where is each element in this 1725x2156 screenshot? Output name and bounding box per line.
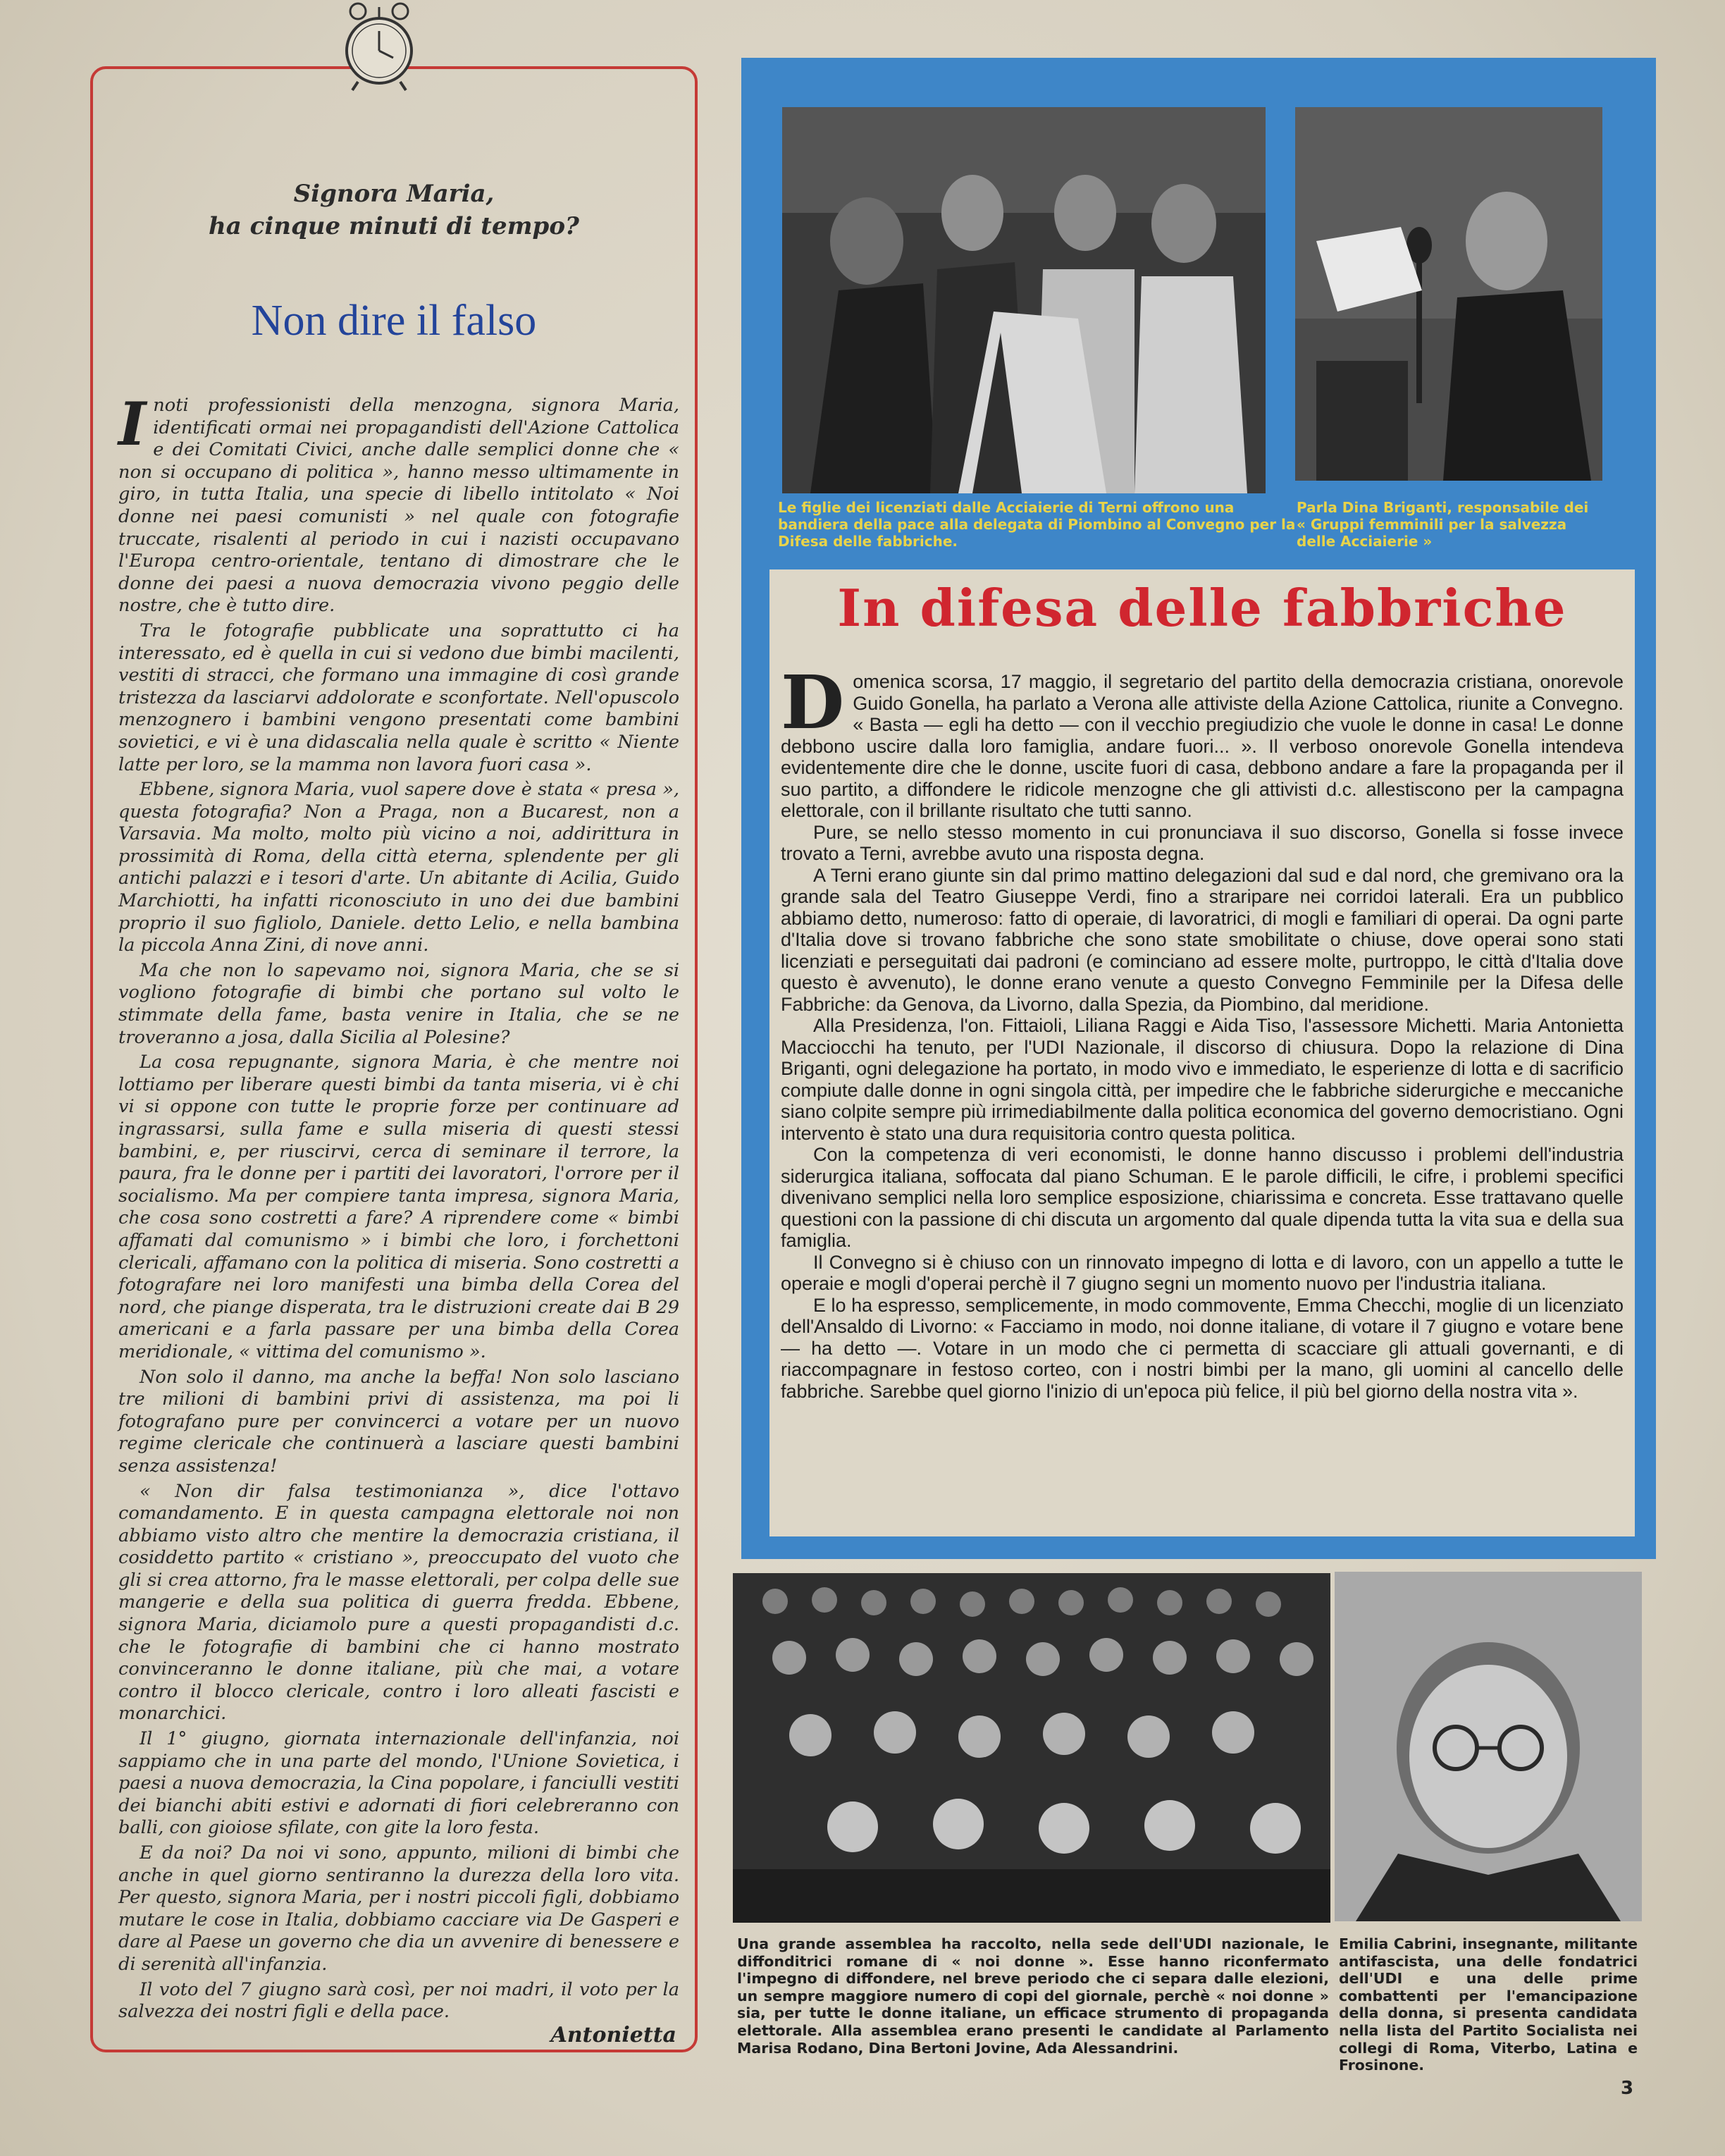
left-paragraph-text: noti professionisti della menzogna, signora Maria, identificati ormai nei propagandisti dell'Azione Cattolica e dei Comitati Civici, anche dalle semplici donne che « non si occupano di politica », hanno messo ultimamente in giro, in tutta Italia, una specie di libello intitolato « Noi donne nei paesi comunisti » nel quale con fotografie truccate, risalenti al periodo in cui i nazisti occupavano l'Europa centro-orientale, tentano di dimostrare che le donne dei paesi a nuova democrazia vivono peggio delle nostre, che è tutto dire. bbox=[118, 395, 679, 617]
left-paragraph: Tra le fotografie pubblicate una soprattutto ci ha interessato, ed è quella in cui si vedono due bimbi macilenti, vestiti di stracci, che formano una immagine di così grande tristezza da lasciarvi addolorate e sconfortate. Nell'opuscolo menzognero i bambini vengono presentati come bambini sovietici, e vi è una didascalia nella quale è scritto « Niente latte per loro, se la mamma non lavora fuori casa ». bbox=[118, 620, 679, 775]
left-paragraph: Non solo il danno, ma anche la beffa! Non solo lasciano tre milioni di bambini privi di assistenza, ma poi li fotografano pure per convincerci a votare per un nuovo regime clericale che continuerà a lasciare questi bambini senza assistenza! bbox=[118, 1366, 679, 1477]
photo-dina-briganti bbox=[1295, 107, 1602, 481]
left-paragraph: Il 1° giugno, giornata internazionale dell'infanzia, noi sappiamo che in una parte del mondo, l'Unione Sovietica, i paesi a nuova democrazia, la Cina popolare, i fanciulli vestiti dei bianchi abiti estivi e adornati di fiori celebreranno con balli, con gioiose sfilate, con gite la loro festa. bbox=[118, 1728, 679, 1839]
right-paragraph: A Terni erano giunte sin dal primo mattino delegazioni dal sud e dal nord, che gremivano ora la grande sala del Teatro Giuseppe Verdi, fino a straripare nei corridoi laterali. Era un pubblico abbiamo detto, numeroso: fatto di operaie, di lavoratrici, di mogli e familiari di operai. Da ogni parte d'Italia dove si trovano fabbriche che sono state smobilitate o chiuse, dove operai sono stati licenziati e perseguitati dai padroni (e cominciano ad essere molte, purtroppo, le città d'Italia dove questo è avvenuto), le donne erano venute a questo Convegno Femminile per la Difesa delle Fabbriche: da Genova, da Livorno, dalla Spezia, da Piombino, dal meridione. bbox=[781, 864, 1624, 1015]
signature: Antonietta bbox=[550, 2023, 676, 2047]
portrait-caption: Emilia Cabrini, insegnante, militante antifascista, una delle fondatrici dell'UDI e una delle prime combattenti per l'emancipazione della donna, si presenta candidata nella lista del Partito Socialista nei collegi di Roma, Viterbo, Latina e Frosinone. bbox=[1339, 1935, 1638, 2074]
left-paragraph: Il voto del 7 giugno sarà così, per noi madri, il voto per la salvezza dei nostri figli e della pace. bbox=[118, 1978, 679, 2023]
left-paragraph: E da noi? Da noi vi sono, appunto, milioni di bimbi che anche in quel giorno sentiranno la durezza della loro vita. Per questo, signora Maria, per i nostri piccoli figli, dobbiamo mutare le cose in Italia, dobbiamo cacciare via De Gasperi e dare al Paese un governo che dia un avvenire di benessere e di serenità all'infanzia. bbox=[118, 1842, 679, 1975]
headline: In difesa delle fabbriche bbox=[837, 578, 1567, 638]
photo1-caption: Le figlie dei licenziati dalle Acciaierie di Terni offrono una bandiera della pace alla delegata di Piombino al Convegno per la Difesa delle fabbriche. bbox=[778, 499, 1296, 550]
right-paragraph bbox=[781, 659, 1624, 822]
left-dropcap: I bbox=[118, 389, 147, 459]
photo-assembly bbox=[733, 1573, 1330, 1923]
right-paragraph: Alla Presidenza, l'on. Fittaioli, Liliana Raggi e Aida Tiso, l'assessore Michetti. Maria Antonietta Macciocchi ha tenuto, per l'UDI Nazionale, il discorso di chiusura. Dopo la relazione di Dina Briganti, ogni delegazione ha portato, in modo vivo e immediato, le esperienze di lotta e di sacrificio compiute dalle donne in ogni singola città, per impedire che le fabbriche siderurgiche e meccaniche siano colpite sempre più irrimediabilmente dalla politica economica del governo democristiano. Ogni intervento è stato una dura requisitoria contro questa politica. bbox=[781, 1015, 1624, 1144]
left-paragraph: Ma che non lo sapevamo noi, signora Maria, che se si vogliono fotografie di bimbi che portano sul volto le stimmate della fame, basta venire in Italia, che se ne troveranno a josa, dalla Sicilia al Polesine? bbox=[118, 959, 679, 1048]
assembly-caption: Una grande assemblea ha raccolto, nella sede dell'UDI nazionale, le diffonditrici romane di « noi donne ». Esse hanno riconfermato l'impegno di diffondere, nel breve periodo che ci separa dalle elezioni, un sempre maggiore numero di copi del giornale, perchè « noi donne » sia, per tutte le donne italiane, un efficace strumento di propaganda elettorale. Alla assemblea erano presenti le candidate al Parlamento Marisa Rodano, Dina Bertoni Jovine, Ada Alessandrini. bbox=[737, 1935, 1329, 2057]
right-paragraph-text: omenica scorsa, 17 maggio, il segretario del partito della democrazia cristiana, onorevole Guido Gonella, ha parlato a Verona alle attiviste della Azione Cattolica, riunite a Convegno. « Basta — egli ha detto — con il vecchio pregiudizio che vuole le donne in casa! Le donne debbono uscire dalla loro famiglia, andare fuori... ». Il verboso onorevole Gonella intendeva evidentemente dire che le donne, uscite fuori di casa, debbono andare a fare la propaganda per il suo partito, a diffondere le ridicole menzogne che gli attivisti d.c. allestiscono per la campagna elettorale, con il brillante risultato che tutti sanno. bbox=[781, 671, 1624, 821]
right-paragraph: Il Convegno si è chiuso con un rinnovato impegno di lotta e di lavoro, con un appello a tutte le operaie e mogli d'operai perchè il 7 giugno segni un momento nuovo per l'industria italiana. bbox=[781, 1251, 1624, 1294]
right-paragraph: Pure, se nello stesso momento in cui pronunciava il suo discorso, Gonella si fosse invece trovato a Terni, avrebbe avuto una risposta degna. bbox=[781, 821, 1624, 864]
left-article-title: Non dire il falso bbox=[251, 297, 537, 345]
left-paragraph: Ebbene, signora Maria, vuol sapere dove è stata « presa », questa fotografia? Non a Praga, non a Bucarest, non a Varsavia. Ma molto, molto più vicino a noi, addirittura in prossimità di Roma, della città eterna, splendente per gli antichi palazzi e i tesori d'arte. Un abitante di Acilia, Guido Marchiotti, ha infatti riconosciuto in uno dei due bambini proprio il suo figliolo, Daniele. detto Lelio, e nella bambina la piccola Anna Zini, di nove anni. bbox=[118, 779, 679, 956]
page-number: 3 bbox=[1621, 2078, 1634, 2099]
photo-emilia-cabrini bbox=[1335, 1572, 1642, 1921]
kicker bbox=[106, 178, 682, 242]
right-paragraph: E lo ha espresso, semplicemente, in modo commovente, Emma Checchi, moglie di un licenziato dell'Ansaldo di Livorno: « Facciamo in modo, noi donne italiane, di votare il 7 giugno e votare bene — ha detto —. Votare in un modo che ci permetta di scacciare gli attuali governanti, e di riaccompagnare in festoso corteo, con i nostri bimbi per la mano, gli uomini al cancello delle fabbriche. Sarebbe quel giorno l'inizio di un'epoca più felice, il più bel giorno della nostra vita ». bbox=[781, 1294, 1624, 1402]
left-paragraph: « Non dir falsa testimonianza », dice l'ottavo comandamento. E in questa campagna elettorale noi non abbiamo visto altro che mentire la democrazia cristiana, il cosiddetto partito « cristiano », preoccupato del vuoto che gli si crea attorno, fra le masse elettorali, per colpa delle sue mangerie e della sua politica di guerra fredda. Ebbene, signora Maria, diciamolo pure a questi propagandisti d.c. che le fotografie di bambini che ci hanno mostrato convinceranno le donne italiane, più che mai, a votare contro il blocco clericale, contro i loro alleati fascisti e monarchici. bbox=[118, 1480, 679, 1725]
left-paragraph bbox=[118, 389, 679, 617]
left-article-body bbox=[118, 389, 679, 2026]
right-paragraph: Con la competenza di veri economisti, le donne hanno discusso i problemi dell'industria siderurgica italiana, soffocata dal piano Schuman. E le parole difficili, le cifre, i problemi specifici divenivano semplici nella loro semplice esposizione, chiarissima e concreta. Esse trattavano quelle questioni con la passione di chi discuta un argomento dal quale dipenda tutta la vita sua e della sua famiglia. bbox=[781, 1144, 1624, 1251]
photo2-caption: Parla Dina Briganti, responsabile dei « Gruppi femminili per la salvezza delle Acciaierie » bbox=[1297, 499, 1589, 550]
left-paragraph: La cosa repugnante, signora Maria, è che mentre noi lottiamo per liberare questi bimbi da tanta miseria, vi è chi vi si oppone con tutte le proprie forze per continuare ad ingrassarsi, sulla fame e sulla miseria di questi stessi bambini, e, per riuscirvi, cerca di seminare il terrore, la paura, fra le donne per i partiti dei lavoratori, l'orrore per il socialismo. Ma per compiere tanta impresa, signora Maria, che cosa sono costretti a fare? A riprendere come « bimbi affamati dal comunismo » i bimbi che loro, i forchettoni clericali, affamano con la politica di miseria. Sono costretti a fotografare nei loro manifesti una bimba della Corea del nord, che piange disperata, tra le distruzioni create dai B 29 americani e a farla passare per una bimba della Corea meridionale, « vittima del comunismo ». bbox=[118, 1052, 679, 1362]
alarm-clock-icon bbox=[337, 1, 421, 92]
kicker-line-2: ha cinque minuti di tempo? bbox=[209, 212, 579, 240]
right-article-body bbox=[781, 659, 1624, 1402]
photo-women-flag bbox=[782, 107, 1266, 493]
kicker-line-1: Signora Maria, bbox=[293, 180, 495, 208]
right-dropcap: D bbox=[781, 659, 845, 746]
